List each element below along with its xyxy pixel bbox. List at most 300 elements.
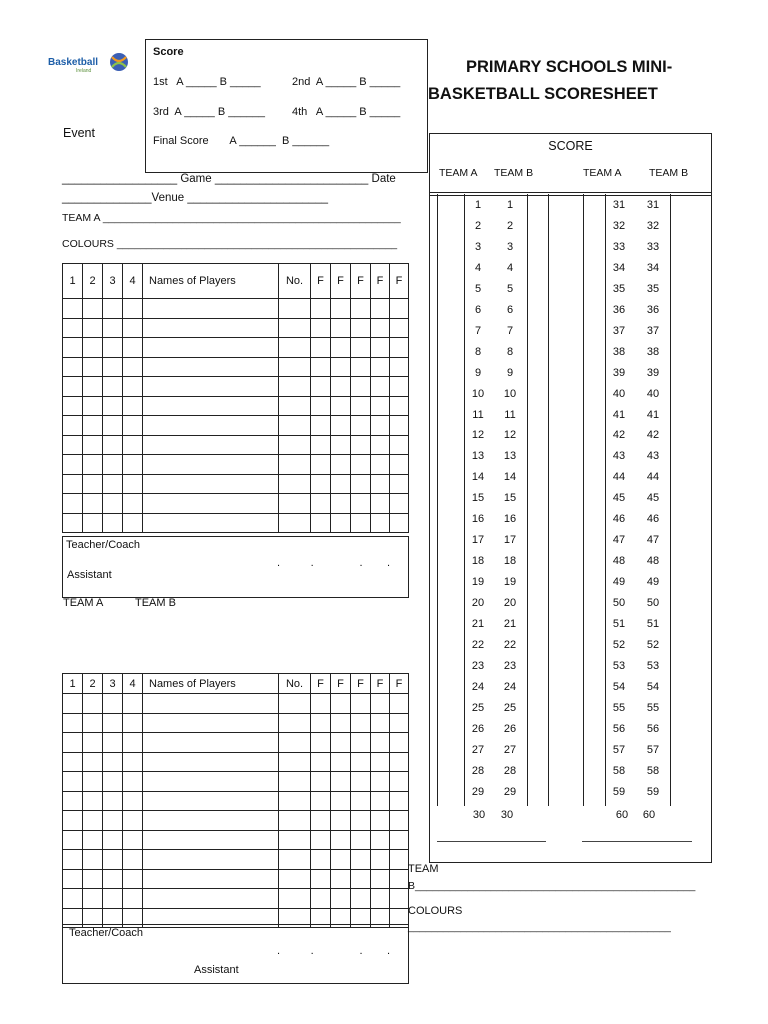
player-cell[interactable]: [143, 377, 279, 397]
player-cell[interactable]: [390, 357, 409, 377]
score-number[interactable]: 8: [474, 345, 482, 358]
player-cell[interactable]: [331, 338, 351, 358]
player-cell[interactable]: [123, 357, 143, 377]
player-cell[interactable]: [311, 357, 331, 377]
player-cell[interactable]: [63, 889, 83, 909]
player-cell[interactable]: [390, 830, 409, 850]
player-cell[interactable]: [371, 435, 390, 455]
player-cell[interactable]: [63, 694, 83, 714]
score-number[interactable]: 27: [471, 743, 485, 756]
player-cell[interactable]: [351, 889, 371, 909]
player-cell[interactable]: [143, 416, 279, 436]
score-number[interactable]: 3: [506, 240, 514, 253]
score-number[interactable]: 29: [471, 785, 485, 798]
player-cell[interactable]: [103, 318, 123, 338]
player-cell[interactable]: [103, 830, 123, 850]
player-cell[interactable]: [311, 377, 331, 397]
player-cell[interactable]: [311, 869, 331, 889]
score-number[interactable]: 15: [503, 492, 517, 505]
player-cell[interactable]: [390, 772, 409, 792]
score-number[interactable]: 2: [474, 219, 482, 232]
player-cell[interactable]: [123, 338, 143, 358]
player-cell[interactable]: [63, 513, 83, 533]
player-cell[interactable]: [143, 435, 279, 455]
player-cell[interactable]: [143, 494, 279, 514]
score-number[interactable]: 59: [612, 785, 626, 798]
player-cell[interactable]: [311, 830, 331, 850]
player-cell[interactable]: [311, 733, 331, 753]
player-cell[interactable]: [371, 733, 390, 753]
player-cell[interactable]: [83, 772, 103, 792]
player-cell[interactable]: [371, 455, 390, 475]
player-cell[interactable]: [83, 889, 103, 909]
player-cell[interactable]: [311, 713, 331, 733]
player-cell[interactable]: [279, 474, 311, 494]
player-cell[interactable]: [103, 435, 123, 455]
player-cell[interactable]: [279, 357, 311, 377]
player-cell[interactable]: [103, 377, 123, 397]
player-cell[interactable]: [83, 713, 103, 733]
player-cell[interactable]: [390, 513, 409, 533]
player-cell[interactable]: [63, 869, 83, 889]
player-cell[interactable]: [390, 338, 409, 358]
score-number[interactable]: 9: [474, 366, 482, 379]
player-cell[interactable]: [351, 850, 371, 870]
player-cell[interactable]: [143, 694, 279, 714]
player-cell[interactable]: [63, 396, 83, 416]
player-cell[interactable]: [83, 791, 103, 811]
player-cell[interactable]: [63, 435, 83, 455]
score-number[interactable]: 3: [474, 240, 482, 253]
score-number[interactable]: 60: [615, 809, 629, 821]
player-cell[interactable]: [351, 811, 371, 831]
player-cell[interactable]: [123, 474, 143, 494]
player-cell[interactable]: [143, 318, 279, 338]
score-number[interactable]: 1: [474, 199, 482, 211]
player-cell[interactable]: [123, 318, 143, 338]
score-number[interactable]: 26: [471, 722, 485, 735]
score-number[interactable]: 15: [471, 492, 485, 505]
player-cell[interactable]: [83, 455, 103, 475]
player-cell[interactable]: [143, 733, 279, 753]
score-number[interactable]: 41: [646, 408, 660, 421]
score-number[interactable]: 49: [646, 576, 660, 589]
player-cell[interactable]: [123, 713, 143, 733]
score-number[interactable]: 43: [646, 450, 660, 463]
player-cell[interactable]: [311, 396, 331, 416]
player-cell[interactable]: [143, 474, 279, 494]
player-cell[interactable]: [390, 811, 409, 831]
player-cell[interactable]: [103, 889, 123, 909]
player-cell[interactable]: [311, 694, 331, 714]
player-cell[interactable]: [390, 416, 409, 436]
player-cell[interactable]: [63, 850, 83, 870]
score-number[interactable]: 37: [646, 324, 660, 337]
player-cell[interactable]: [123, 752, 143, 772]
player-cell[interactable]: [390, 474, 409, 494]
player-cell[interactable]: [351, 416, 371, 436]
score-number[interactable]: 37: [612, 324, 626, 337]
player-cell[interactable]: [390, 299, 409, 319]
player-cell[interactable]: [143, 513, 279, 533]
player-cell[interactable]: [351, 455, 371, 475]
player-cell[interactable]: [390, 318, 409, 338]
player-cell[interactable]: [103, 338, 123, 358]
score-number[interactable]: 21: [471, 618, 485, 630]
player-cell[interactable]: [83, 318, 103, 338]
team-b-colours-line[interactable]: _____________________________________________: [408, 921, 671, 933]
player-cell[interactable]: [390, 713, 409, 733]
player-cell[interactable]: [311, 791, 331, 811]
score-number[interactable]: 25: [471, 701, 485, 714]
player-cell[interactable]: [63, 811, 83, 831]
player-cell[interactable]: [371, 318, 390, 338]
player-cell[interactable]: [351, 752, 371, 772]
player-cell[interactable]: [390, 850, 409, 870]
player-cell[interactable]: [331, 435, 351, 455]
player-cell[interactable]: [83, 752, 103, 772]
player-cell[interactable]: [279, 869, 311, 889]
player-cell[interactable]: [63, 377, 83, 397]
player-cell[interactable]: [103, 850, 123, 870]
player-cell[interactable]: [390, 869, 409, 889]
score-number[interactable]: 7: [506, 324, 514, 337]
player-cell[interactable]: [311, 494, 331, 514]
score-number[interactable]: 20: [503, 597, 517, 610]
score-number[interactable]: 41: [612, 408, 626, 421]
player-cell[interactable]: [351, 338, 371, 358]
player-cell[interactable]: [123, 889, 143, 909]
player-cell[interactable]: [371, 752, 390, 772]
score-number[interactable]: 42: [612, 429, 626, 442]
score-number[interactable]: 11: [472, 408, 484, 421]
player-cell[interactable]: [279, 455, 311, 475]
player-cell[interactable]: [123, 377, 143, 397]
score-number[interactable]: 6: [474, 303, 482, 316]
score-number[interactable]: 22: [503, 638, 517, 651]
player-cell[interactable]: [351, 869, 371, 889]
score-number[interactable]: 38: [612, 345, 626, 358]
player-cell[interactable]: [311, 435, 331, 455]
venue-line[interactable]: ______________Venue ______________________: [62, 192, 329, 204]
player-cell[interactable]: [279, 850, 311, 870]
player-cell[interactable]: [279, 811, 311, 831]
score-number[interactable]: 56: [646, 722, 660, 735]
player-cell[interactable]: [279, 694, 311, 714]
player-cell[interactable]: [83, 377, 103, 397]
score-number[interactable]: 45: [646, 492, 660, 505]
player-cell[interactable]: [83, 494, 103, 514]
score-number[interactable]: 12: [503, 429, 517, 442]
score-number[interactable]: 5: [474, 282, 482, 295]
player-cell[interactable]: [279, 416, 311, 436]
player-cell[interactable]: [279, 494, 311, 514]
player-cell[interactable]: [331, 396, 351, 416]
player-cell[interactable]: [123, 694, 143, 714]
player-cell[interactable]: [371, 357, 390, 377]
player-cell[interactable]: [123, 850, 143, 870]
player-cell[interactable]: [103, 694, 123, 714]
player-cell[interactable]: [63, 713, 83, 733]
score-number[interactable]: 11: [504, 408, 516, 421]
player-cell[interactable]: [123, 791, 143, 811]
player-cell[interactable]: [351, 474, 371, 494]
score-number[interactable]: 55: [612, 701, 626, 714]
player-cell[interactable]: [103, 474, 123, 494]
score-number[interactable]: 54: [612, 680, 626, 693]
player-cell[interactable]: [63, 830, 83, 850]
player-cell[interactable]: [331, 889, 351, 909]
player-cell[interactable]: [351, 733, 371, 753]
player-cell[interactable]: [63, 752, 83, 772]
player-cell[interactable]: [103, 733, 123, 753]
player-cell[interactable]: [371, 513, 390, 533]
player-cell[interactable]: [123, 435, 143, 455]
score-number[interactable]: 57: [646, 743, 660, 756]
score-number[interactable]: 47: [612, 534, 626, 547]
player-cell[interactable]: [143, 752, 279, 772]
player-cell[interactable]: [351, 357, 371, 377]
score-number[interactable]: 28: [503, 764, 517, 777]
score-number[interactable]: 53: [612, 659, 626, 672]
score-number[interactable]: 28: [471, 764, 485, 777]
player-cell[interactable]: [123, 416, 143, 436]
score-number[interactable]: 27: [503, 743, 517, 756]
player-cell[interactable]: [83, 694, 103, 714]
score-number[interactable]: 35: [612, 282, 626, 295]
player-cell[interactable]: [331, 850, 351, 870]
score-number[interactable]: 13: [503, 450, 517, 463]
player-cell[interactable]: [103, 772, 123, 792]
score-number[interactable]: 33: [612, 240, 626, 253]
player-cell[interactable]: [123, 299, 143, 319]
score-number[interactable]: 14: [503, 471, 517, 484]
score-number[interactable]: 2: [506, 219, 514, 232]
player-cell[interactable]: [63, 299, 83, 319]
score-number[interactable]: 51: [612, 618, 626, 630]
player-cell[interactable]: [279, 299, 311, 319]
player-cell[interactable]: [351, 713, 371, 733]
player-cell[interactable]: [83, 513, 103, 533]
player-cell[interactable]: [311, 338, 331, 358]
score-number[interactable]: 19: [471, 576, 485, 589]
player-cell[interactable]: [123, 513, 143, 533]
player-cell[interactable]: [143, 772, 279, 792]
player-cell[interactable]: [83, 850, 103, 870]
score-number[interactable]: 30: [472, 809, 486, 821]
score-number[interactable]: 18: [503, 555, 517, 568]
player-cell[interactable]: [371, 694, 390, 714]
player-cell[interactable]: [279, 396, 311, 416]
player-cell[interactable]: [311, 416, 331, 436]
player-cell[interactable]: [143, 811, 279, 831]
player-cell[interactable]: [83, 869, 103, 889]
player-cell[interactable]: [83, 299, 103, 319]
player-cell[interactable]: [311, 811, 331, 831]
player-cell[interactable]: [331, 733, 351, 753]
score-number[interactable]: 4: [506, 261, 514, 274]
player-cell[interactable]: [371, 377, 390, 397]
player-cell[interactable]: [63, 338, 83, 358]
player-cell[interactable]: [351, 694, 371, 714]
score-number[interactable]: 40: [612, 387, 626, 400]
score-number[interactable]: 9: [506, 366, 514, 379]
score-number[interactable]: 12: [471, 429, 485, 442]
score-number[interactable]: 56: [612, 722, 626, 735]
score-number[interactable]: 25: [503, 701, 517, 714]
quarter-2-score[interactable]: 2nd A _____ B _____: [292, 76, 401, 88]
player-cell[interactable]: [103, 811, 123, 831]
player-cell[interactable]: [123, 772, 143, 792]
score-number[interactable]: 54: [646, 680, 660, 693]
score-number[interactable]: 40: [646, 387, 660, 400]
player-cell[interactable]: [311, 752, 331, 772]
player-cell[interactable]: [371, 474, 390, 494]
player-cell[interactable]: [63, 455, 83, 475]
player-cell[interactable]: [103, 791, 123, 811]
player-cell[interactable]: [331, 494, 351, 514]
player-cell[interactable]: [311, 299, 331, 319]
score-number[interactable]: 43: [612, 450, 626, 463]
score-number[interactable]: 58: [646, 764, 660, 777]
player-cell[interactable]: [143, 713, 279, 733]
colours-line[interactable]: COLOURS ________________________________________________: [62, 238, 398, 250]
player-cell[interactable]: [103, 513, 123, 533]
player-cell[interactable]: [63, 772, 83, 792]
player-cell[interactable]: [123, 396, 143, 416]
score-number[interactable]: 47: [646, 534, 660, 547]
player-cell[interactable]: [83, 338, 103, 358]
score-number[interactable]: 32: [612, 219, 626, 232]
player-cell[interactable]: [123, 733, 143, 753]
player-cell[interactable]: [331, 474, 351, 494]
player-cell[interactable]: [123, 494, 143, 514]
score-number[interactable]: 13: [471, 450, 485, 463]
player-cell[interactable]: [371, 850, 390, 870]
player-cell[interactable]: [331, 830, 351, 850]
score-number[interactable]: 48: [646, 555, 660, 568]
player-cell[interactable]: [123, 811, 143, 831]
player-cell[interactable]: [63, 318, 83, 338]
player-cell[interactable]: [311, 318, 331, 338]
score-number[interactable]: 44: [612, 471, 626, 484]
score-number[interactable]: 57: [612, 743, 626, 756]
score-number[interactable]: 14: [471, 471, 485, 484]
player-cell[interactable]: [143, 791, 279, 811]
player-cell[interactable]: [371, 713, 390, 733]
player-cell[interactable]: [279, 752, 311, 772]
player-cell[interactable]: [351, 513, 371, 533]
score-number[interactable]: 23: [503, 659, 517, 672]
score-number[interactable]: 50: [612, 597, 626, 610]
player-cell[interactable]: [351, 318, 371, 338]
score-number[interactable]: 18: [471, 555, 485, 568]
player-cell[interactable]: [390, 791, 409, 811]
player-cell[interactable]: [331, 377, 351, 397]
player-cell[interactable]: [390, 455, 409, 475]
score-number[interactable]: 30: [500, 809, 514, 821]
score-number[interactable]: 16: [503, 513, 517, 526]
player-cell[interactable]: [103, 752, 123, 772]
player-cell[interactable]: [331, 713, 351, 733]
player-cell[interactable]: [279, 338, 311, 358]
score-number[interactable]: 50: [646, 597, 660, 610]
quarter-3-score[interactable]: 3rd A _____ B ______: [153, 106, 265, 118]
score-number[interactable]: 49: [612, 576, 626, 589]
score-number[interactable]: 17: [471, 534, 485, 547]
player-cell[interactable]: [279, 318, 311, 338]
player-cell[interactable]: [371, 299, 390, 319]
player-cell[interactable]: [311, 850, 331, 870]
player-cell[interactable]: [311, 889, 331, 909]
player-cell[interactable]: [331, 694, 351, 714]
player-cell[interactable]: [390, 435, 409, 455]
team-a-line[interactable]: TEAM A ___________________________________________________: [62, 212, 401, 224]
player-cell[interactable]: [371, 772, 390, 792]
player-cell[interactable]: [331, 513, 351, 533]
player-cell[interactable]: [103, 455, 123, 475]
player-cell[interactable]: [103, 357, 123, 377]
score-number[interactable]: 1: [506, 199, 514, 211]
quarter-1-score[interactable]: 1st A _____ B _____: [153, 76, 261, 88]
player-cell[interactable]: [103, 494, 123, 514]
score-number[interactable]: 55: [646, 701, 660, 714]
player-cell[interactable]: [371, 338, 390, 358]
player-cell[interactable]: [63, 416, 83, 436]
player-cell[interactable]: [311, 474, 331, 494]
player-cell[interactable]: [390, 694, 409, 714]
score-number[interactable]: 36: [612, 303, 626, 316]
score-number[interactable]: 48: [612, 555, 626, 568]
score-number[interactable]: 16: [471, 513, 485, 526]
player-cell[interactable]: [103, 299, 123, 319]
score-number[interactable]: 38: [646, 345, 660, 358]
quarter-4-score[interactable]: 4th A _____ B _____: [292, 106, 401, 118]
team-b-line[interactable]: B________________________________________________: [408, 880, 696, 892]
player-cell[interactable]: [143, 338, 279, 358]
score-number[interactable]: 20: [471, 597, 485, 610]
player-cell[interactable]: [390, 377, 409, 397]
score-number[interactable]: 46: [612, 513, 626, 526]
score-number[interactable]: 60: [642, 809, 656, 821]
player-cell[interactable]: [83, 357, 103, 377]
player-cell[interactable]: [371, 494, 390, 514]
player-cell[interactable]: [371, 811, 390, 831]
player-cell[interactable]: [371, 396, 390, 416]
player-cell[interactable]: [143, 455, 279, 475]
player-cell[interactable]: [143, 889, 279, 909]
score-number[interactable]: 32: [646, 219, 660, 232]
player-cell[interactable]: [331, 869, 351, 889]
score-number[interactable]: 39: [612, 366, 626, 379]
player-cell[interactable]: [331, 772, 351, 792]
player-cell[interactable]: [331, 357, 351, 377]
score-number[interactable]: 8: [506, 345, 514, 358]
player-cell[interactable]: [351, 494, 371, 514]
player-cell[interactable]: [279, 435, 311, 455]
score-number[interactable]: 21: [503, 618, 517, 630]
player-cell[interactable]: [279, 377, 311, 397]
score-number[interactable]: 24: [471, 680, 485, 693]
player-cell[interactable]: [371, 416, 390, 436]
player-cell[interactable]: [143, 299, 279, 319]
score-number[interactable]: 46: [646, 513, 660, 526]
score-number[interactable]: 17: [503, 534, 517, 547]
player-cell[interactable]: [143, 357, 279, 377]
player-cell[interactable]: [63, 733, 83, 753]
player-cell[interactable]: [123, 455, 143, 475]
player-cell[interactable]: [279, 513, 311, 533]
